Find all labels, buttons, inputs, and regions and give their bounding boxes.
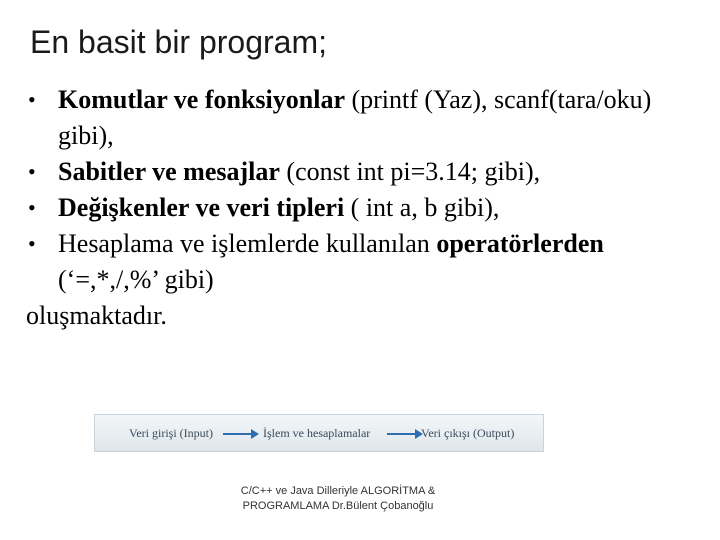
footer-text: C/C++ ve Java Dilleriyle ALGORİTMA & PROGRAMLAMA Dr.Bülent Çobanoğlu <box>240 485 436 512</box>
arrow-right-icon <box>223 427 259 441</box>
arrow-right-icon <box>387 427 423 441</box>
flow-step-output: Veri çıkışı (Output) <box>421 426 515 440</box>
bullet-list <box>26 82 706 334</box>
flow-step-process: İşlem ve hesaplamalar <box>263 426 371 440</box>
conclusion-text: oluşmaktadır. <box>26 301 167 330</box>
bullet-item-constants <box>26 154 706 190</box>
arrow-head <box>251 429 259 439</box>
bullet-text: (const int pi=3.14; gibi), <box>279 157 541 186</box>
bullet-icon: • <box>28 87 36 112</box>
bullet-icon: • <box>28 159 36 184</box>
bullet-text: (printf (Yaz), scanf(tara/oku) gibi), <box>58 85 652 150</box>
bullet-bold-text: Komutlar ve fonksiyonlar <box>58 85 345 114</box>
bullet-bold-text: Sabitler ve mesajlar <box>58 157 280 186</box>
bullet-bold-text: Değişkenler ve veri tipleri <box>58 193 345 222</box>
flow-step-input: Veri girişi (Input) <box>129 426 213 440</box>
bullet-item-operators <box>26 226 706 298</box>
bullet-item-variables <box>26 190 706 226</box>
bullet-icon: • <box>28 195 36 220</box>
flow-diagram <box>94 414 544 452</box>
bullet-item-commands <box>26 82 706 154</box>
bullet-text: Hesaplama ve işlemlerde kullanılan <box>58 229 437 258</box>
bullet-text: ( int a, b gibi), <box>344 193 500 222</box>
bullet-bold-text: operatörlerden <box>436 229 604 258</box>
slide-title: En basit bir program; <box>30 24 328 60</box>
bullet-icon: • <box>28 231 36 256</box>
bullet-text: (‘=,*,/,%’ gibi) <box>58 265 214 294</box>
